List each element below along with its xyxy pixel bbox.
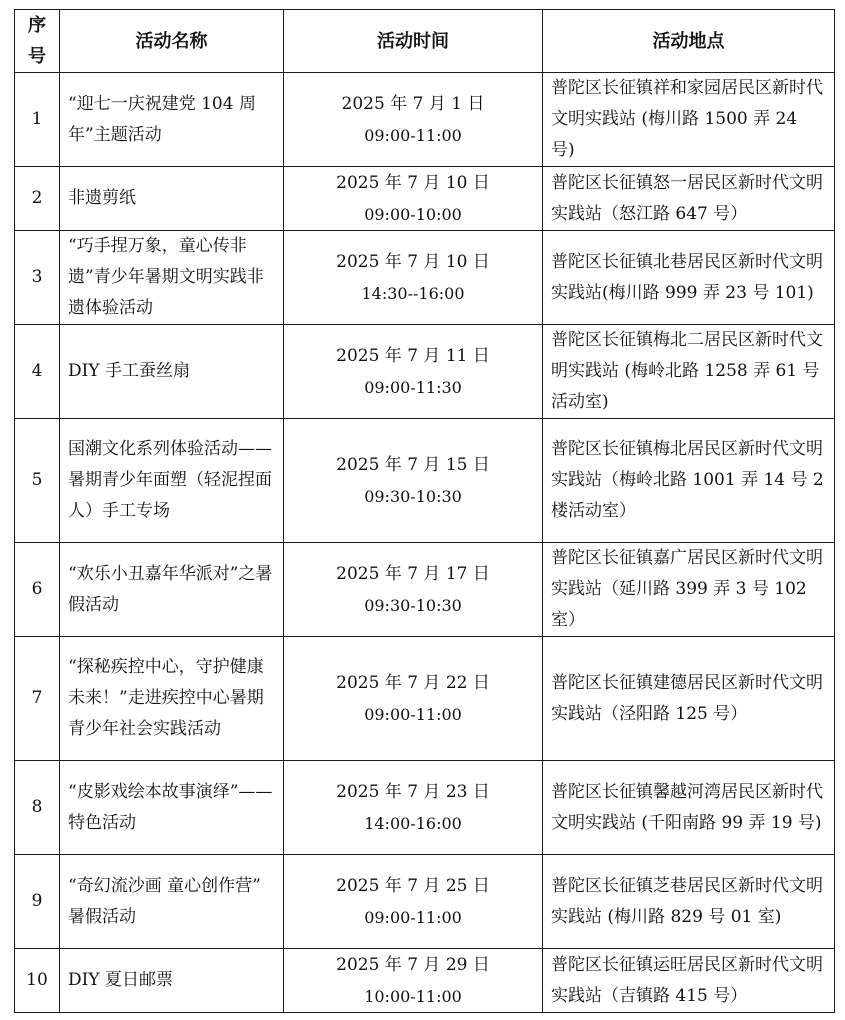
table-row [15, 637, 835, 761]
row-index: 3 [15, 231, 60, 325]
activity-date: 2025 年 7 月 17 日 [336, 563, 490, 584]
header-name: 活动名称 [60, 10, 284, 73]
activity-place: 普陀区长征镇建德居民区新时代文明实践站（泾阳路 125 号） [543, 637, 835, 761]
activity-place: 普陀区长征镇北巷居民区新时代文明实践站(梅川路 999 弄 23 号 101) [543, 231, 835, 325]
activity-place: 普陀区长征镇嘉广居民区新时代文明实践站（延川路 399 弄 3 号 102 室） [543, 543, 835, 637]
activity-time [284, 637, 543, 761]
activity-name: DIY 夏日邮票 [60, 949, 284, 1013]
table-row [15, 761, 835, 855]
activity-date: 2025 年 7 月 10 日 [336, 251, 490, 272]
activity-date: 2025 年 7 月 11 日 [336, 345, 490, 366]
activity-time [284, 419, 543, 543]
activity-time [284, 543, 543, 637]
activity-place: 普陀区长征镇怒一居民区新时代文明实践站（怒江路 647 号） [543, 167, 835, 231]
activity-name: 国潮文化系列体验活动——暑期青少年面塑（轻泥捏面人）手工专场 [60, 419, 284, 543]
activity-name: DIY 手工蚕丝扇 [60, 325, 284, 419]
row-index: 4 [15, 325, 60, 419]
activity-date: 2025 年 7 月 23 日 [336, 781, 490, 802]
activity-hours: 09:30-10:30 [364, 486, 462, 506]
activity-time [284, 855, 543, 949]
activity-hours: 14:00-16:00 [364, 813, 462, 833]
row-index: 8 [15, 761, 60, 855]
activity-hours: 10:00-11:00 [364, 986, 462, 1006]
activity-hours: 09:00-11:00 [364, 907, 462, 927]
activity-name: “欢乐小丑嘉年华派对”之暑假活动 [60, 543, 284, 637]
activity-time [284, 73, 543, 167]
row-index: 10 [15, 949, 60, 1013]
activity-hours: 09:00-11:00 [364, 704, 462, 724]
table-row [15, 855, 835, 949]
table-row [15, 419, 835, 543]
activity-name: “迎七一庆祝建党 104 周年”主题活动 [60, 73, 284, 167]
activity-time [284, 325, 543, 419]
table-row [15, 73, 835, 167]
table-header-row [15, 10, 835, 73]
activity-date: 2025 年 7 月 25 日 [336, 875, 490, 896]
row-index: 9 [15, 855, 60, 949]
header-place: 活动地点 [543, 10, 835, 73]
activity-name: “皮影戏绘本故事演绎”——特色活动 [60, 761, 284, 855]
activity-time [284, 167, 543, 231]
activity-place: 普陀区长征镇祥和家园居民区新时代文明实践站 (梅川路 1500 弄 24 号) [543, 73, 835, 167]
activity-date: 2025 年 7 月 22 日 [336, 672, 490, 693]
table-row [15, 325, 835, 419]
activity-time [284, 949, 543, 1013]
activity-schedule-table [14, 9, 835, 1013]
activity-place: 普陀区长征镇梅北二居民区新时代文明实践站 (梅岭北路 1258 弄 61 号活动室) [543, 325, 835, 419]
table-row [15, 949, 835, 1013]
table-row [15, 231, 835, 325]
row-index: 6 [15, 543, 60, 637]
activity-date: 2025 年 7 月 10 日 [336, 172, 490, 193]
activity-date: 2025 年 7 月 15 日 [336, 454, 490, 475]
activity-date: 2025 年 7 月 29 日 [336, 954, 490, 975]
header-time: 活动时间 [284, 10, 543, 73]
activity-hours: 14:30--16:00 [361, 283, 465, 303]
table-row [15, 167, 835, 231]
activity-place: 普陀区长征镇馨越河湾居民区新时代文明实践站 (千阳南路 99 弄 19 号) [543, 761, 835, 855]
activity-name: “巧手捏万象，童心传非遗”青少年暑期文明实践非遗体验活动 [60, 231, 284, 325]
activity-hours: 09:00-11:30 [364, 377, 462, 397]
activity-hours: 09:30-10:30 [364, 595, 462, 615]
table-row [15, 543, 835, 637]
activity-place: 普陀区长征镇运旺居民区新时代文明实践站（吉镇路 415 号） [543, 949, 835, 1013]
row-index: 7 [15, 637, 60, 761]
activity-date: 2025 年 7 月 1 日 [341, 93, 485, 114]
header-index: 序号 [15, 10, 60, 73]
activity-time [284, 231, 543, 325]
activity-name: “奇幻流沙画 童心创作营” 暑假活动 [60, 855, 284, 949]
activity-hours: 09:00-11:00 [364, 125, 462, 145]
activity-place: 普陀区长征镇芝巷居民区新时代文明实践站 (梅川路 829 号 01 室) [543, 855, 835, 949]
activity-place: 普陀区长征镇梅北居民区新时代文明实践站（梅岭北路 1001 弄 14 号 2 楼活动室） [543, 419, 835, 543]
row-index: 2 [15, 167, 60, 231]
row-index: 5 [15, 419, 60, 543]
activity-name: “探秘疾控中心，守护健康未来！”走进疾控中心暑期青少年社会实践活动 [60, 637, 284, 761]
row-index: 1 [15, 73, 60, 167]
activity-hours: 09:00-10:00 [364, 204, 462, 224]
activity-time [284, 761, 543, 855]
activity-name: 非遗剪纸 [60, 167, 284, 231]
